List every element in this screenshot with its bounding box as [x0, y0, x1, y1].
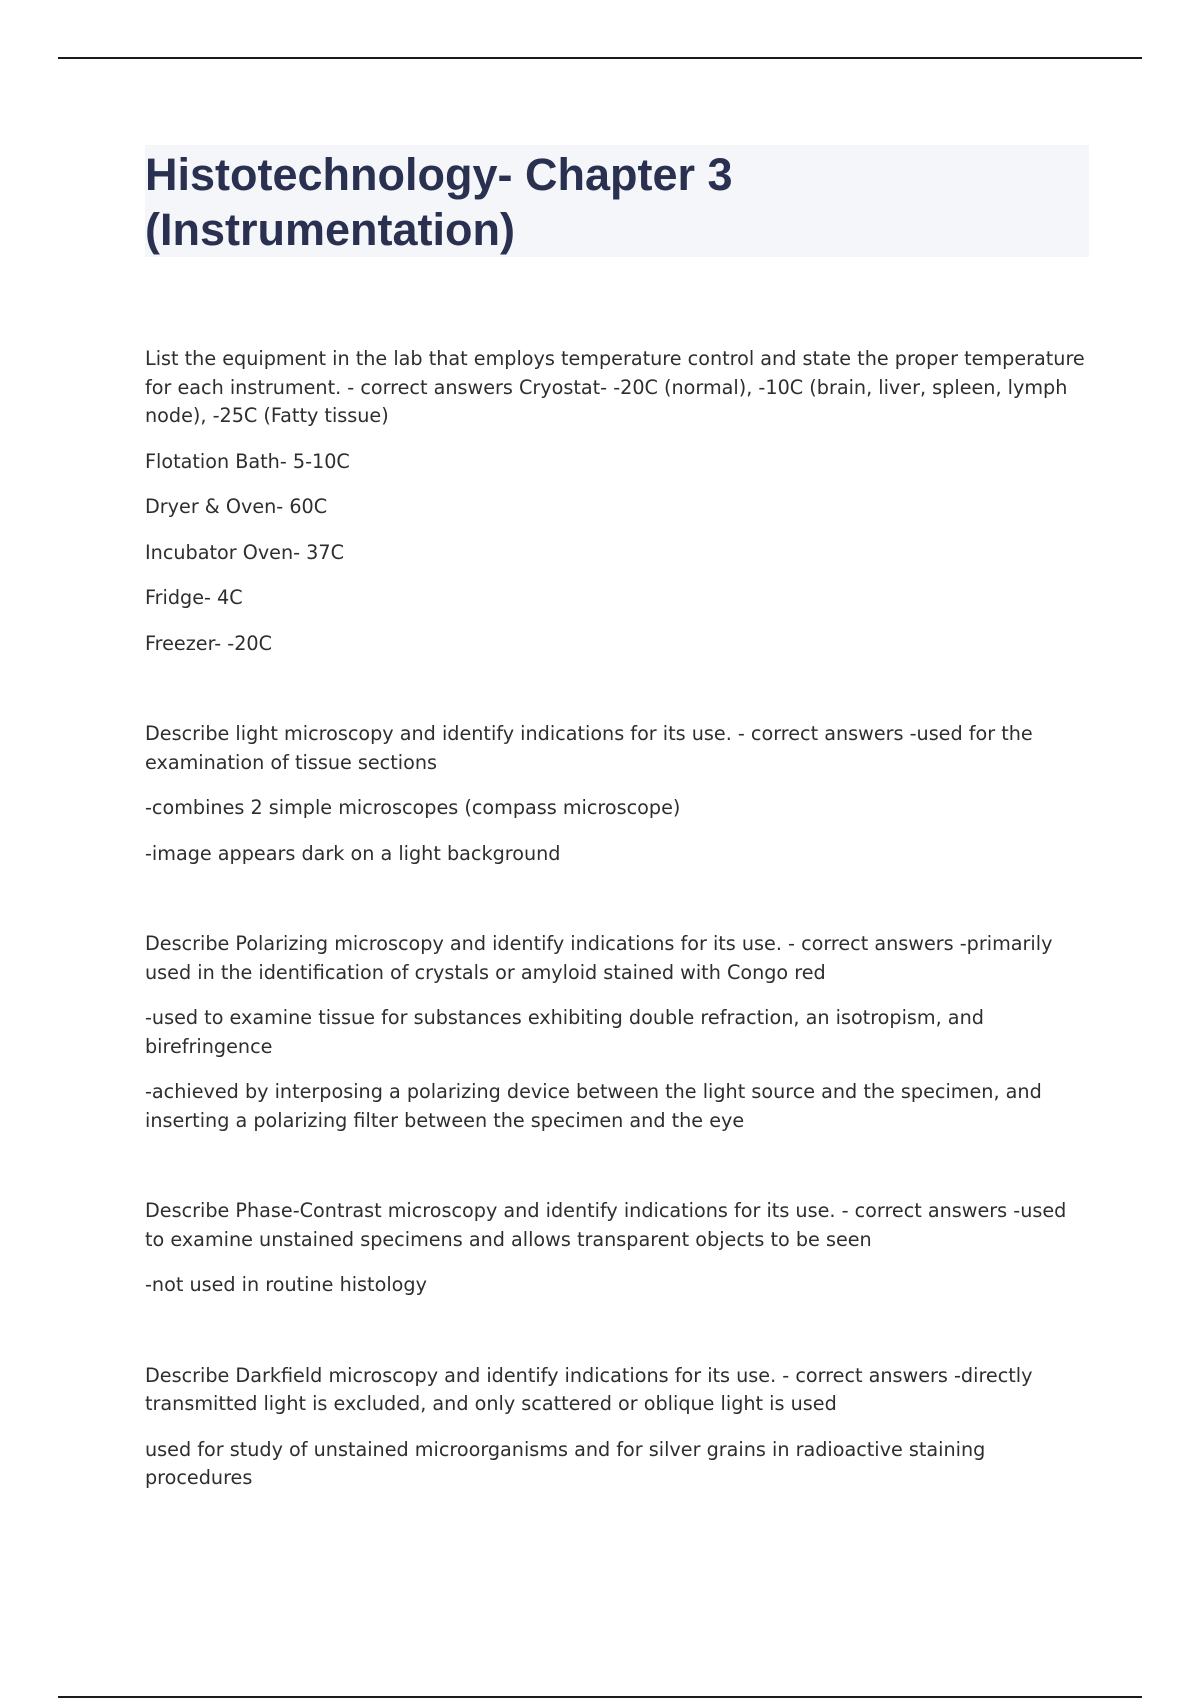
- answer-line: Dryer & Oven- 60C: [145, 495, 328, 518]
- qa-temperature-control: [145, 345, 1090, 658]
- answer-line: -not used in routine histology: [145, 1273, 427, 1296]
- answer-line: Incubator Oven- 37C: [145, 540, 344, 564]
- answer-line: -combines 2 simple microscopes (compass microscope): [145, 796, 681, 819]
- qa-phase-contrast-microscopy: [145, 1197, 1090, 1300]
- document-body: [145, 345, 1090, 1555]
- answer-line: used for study of unstained microorganisms and for silver grains in radioactive staining procedures: [145, 1437, 986, 1489]
- question-text: Describe light microscopy and identify indications for its use. - correct answers -used for the examination of tissue sections: [145, 722, 1033, 774]
- answer-line: Fridge- 4C: [145, 586, 243, 609]
- question-text: List the equipment in the lab that employs temperature control and state the proper temperature for each instrument. - correct answers Cryostat- -20C (normal), -10C (brain, liver, spleen, lymph node), -25C (Fatty tissue): [145, 347, 1085, 427]
- page-title: Histotechnology- Chapter 3 (Instrumentation): [145, 149, 733, 255]
- question-text: Describe Phase-Contrast microscopy and identify indications for its use. - correct answers -used to examine unstained specimens and allows transparent objects to be seen: [145, 1199, 1067, 1251]
- answer-line: -image appears dark on a light background: [145, 841, 561, 865]
- answer-line: Flotation Bath- 5-10C: [145, 449, 350, 473]
- qa-polarizing-microscopy: [145, 930, 1090, 1135]
- bottom-rule: [58, 1696, 1142, 1698]
- question-text: Describe Polarizing microscopy and identify indications for its use. - correct answers -primarily used in the identification of crystals or amyloid stained with Congo red: [145, 932, 1053, 984]
- answer-line: -achieved by interposing a polarizing device between the light source and the specimen, and inserting a polarizing filter between the specimen and the eye: [145, 1080, 1042, 1132]
- question-text: Describe Darkfield microscopy and identify indications for its use. - correct answers -directly transmitted light is excluded, and only scattered or oblique light is used: [145, 1363, 1033, 1415]
- qa-darkfield-microscopy: [145, 1362, 1090, 1493]
- answer-line: Freezer- -20C: [145, 631, 273, 655]
- qa-light-microscopy: [145, 720, 1090, 868]
- top-rule: [58, 57, 1142, 59]
- answer-line: -used to examine tissue for substances exhibiting double refraction, an isotropism, and birefringence: [145, 1006, 984, 1058]
